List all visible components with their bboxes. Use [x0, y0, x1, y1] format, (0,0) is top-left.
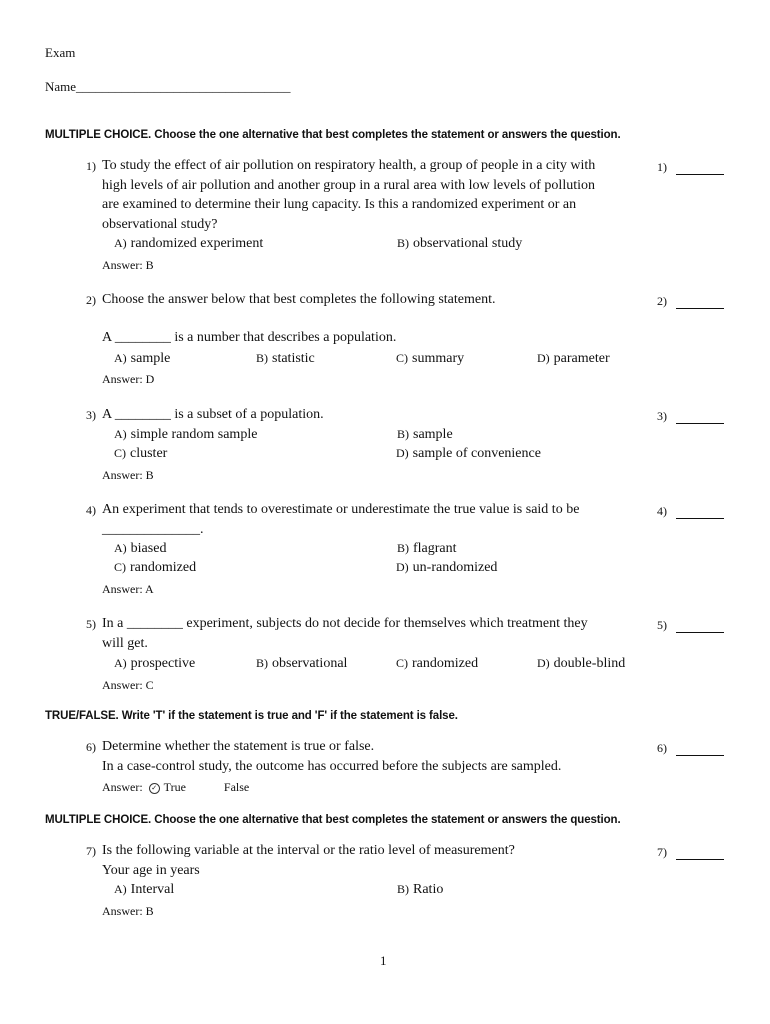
option-b: [397, 425, 453, 443]
question-line: In a ________ experiment, subjects do not decide for themselves which treatment they: [102, 616, 588, 631]
option-letter: A): [114, 351, 127, 365]
option-a: [114, 654, 195, 672]
option-text: observational study: [413, 236, 523, 251]
question-line: Determine whether the statement is true or false.: [102, 739, 375, 754]
option-text: biased: [130, 541, 167, 556]
question-line: are examined to determine their lung capacity. Is this a randomized experiment or an: [102, 197, 577, 212]
option-text: prospective: [130, 656, 196, 671]
answer-text: Answer: C: [102, 678, 154, 692]
answer-text: Answer: B: [102, 904, 154, 918]
question-line: ______________.: [102, 521, 204, 537]
answer-blank-line: [676, 632, 724, 633]
page-number: 1: [380, 953, 387, 968]
option-letter: D): [396, 560, 409, 574]
option-b: [397, 234, 522, 252]
answer-text: Answer: D: [102, 372, 155, 386]
option-letter: C): [396, 656, 408, 670]
option-text: cluster: [130, 446, 168, 461]
option-text: sample: [413, 427, 453, 442]
question-number: 7): [86, 844, 96, 858]
option-c: [114, 444, 167, 462]
option-a: [114, 539, 166, 557]
question-number: 3): [86, 408, 96, 422]
option-text: statistic: [272, 351, 315, 366]
answer-blank-line: [676, 518, 724, 519]
question-line: observational study?: [102, 216, 218, 232]
answer-text: Answer: A: [102, 582, 154, 596]
option-d: [537, 654, 625, 672]
section-heading-multiple-choice: MULTIPLE CHOICE. Choose the one alternative that best completes the statement or answers the question.: [45, 129, 621, 141]
option-letter: A): [114, 427, 127, 441]
question-7-text: [102, 841, 515, 880]
option-letter: A): [114, 882, 127, 896]
false-option: False: [223, 780, 250, 794]
option-c: [114, 558, 196, 576]
option-b: [397, 880, 443, 898]
question-line: will get.: [102, 635, 148, 651]
option-text: double-blind: [553, 656, 626, 671]
question-number: 1): [86, 159, 96, 173]
question-6-text: [102, 737, 561, 776]
option-text: observational: [272, 656, 348, 671]
option-text: simple random sample: [130, 427, 258, 442]
option-text: flagrant: [413, 541, 457, 556]
question-number: 6): [86, 740, 96, 754]
option-b: [256, 654, 347, 672]
option-letter: D): [537, 351, 550, 365]
option-letter: A): [114, 656, 127, 670]
option-letter: A): [114, 541, 127, 555]
option-text: parameter: [553, 351, 610, 366]
answer-blank-line: [676, 755, 724, 756]
answer-text: Answer: B: [102, 468, 154, 482]
answer-blank-line: [676, 423, 724, 424]
option-text: Ratio: [413, 882, 444, 897]
option-letter: B): [397, 427, 409, 441]
exam-title: Exam: [45, 45, 76, 60]
answer-blank-number: 6): [657, 741, 667, 755]
answer-text: Answer: B: [102, 258, 154, 272]
option-letter: A): [114, 236, 127, 250]
option-text: randomized: [412, 656, 479, 671]
answer-blank-number: 3): [657, 409, 667, 423]
option-text: randomized: [130, 560, 197, 575]
question-line: To study the effect of air pollution on respiratory health, a group of people in a city with: [102, 158, 596, 173]
question-line: In a case-control study, the outcome has occurred before the subjects are sampled.: [102, 758, 562, 774]
option-d: [537, 349, 610, 367]
option-letter: D): [396, 446, 409, 460]
question-number: 5): [86, 617, 96, 631]
question-3-text: A ________ is a subset of a population.: [102, 407, 324, 422]
option-c: [396, 349, 464, 367]
option-text: un-randomized: [412, 560, 498, 575]
name-field-label: Name_________________________________: [45, 79, 291, 94]
option-d: [396, 558, 497, 576]
option-letter: C): [114, 560, 126, 574]
option-text: Interval: [130, 882, 175, 897]
option-text: sample of convenience: [412, 446, 541, 461]
question-5-text: [102, 614, 588, 653]
section-heading-multiple-choice: MULTIPLE CHOICE. Choose the one alternative that best completes the statement or answers the question.: [45, 814, 621, 826]
true-option: True: [163, 780, 186, 794]
option-text: sample: [130, 351, 171, 366]
question-1-text: [102, 156, 595, 234]
option-text: randomized experiment: [130, 236, 264, 251]
answer-blank-number: 5): [657, 618, 667, 632]
question-2-statement: A ________ is a number that describes a population.: [102, 330, 397, 345]
section-heading-true-false: TRUE/FALSE. Write 'T' if the statement is true and 'F' if the statement is false.: [45, 710, 458, 722]
check-icon: ✓: [149, 783, 160, 794]
answer-blank-line: [676, 174, 724, 175]
question-line: An experiment that tends to overestimate or underestimate the true value is said to be: [102, 502, 580, 517]
question-line: high levels of air pollution and another group in a rural area with low levels of pollution: [102, 177, 595, 193]
option-a: [114, 234, 263, 252]
answer-blank-line: [676, 859, 724, 860]
option-a: [114, 425, 257, 443]
question-line: Your age in years: [102, 862, 200, 878]
answer-blank-number: 7): [657, 845, 667, 859]
answer-blank-line: [676, 308, 724, 309]
question-4-text: [102, 500, 579, 539]
answer-blank-number: 4): [657, 504, 667, 518]
option-letter: B): [256, 351, 268, 365]
true-false-answer: [102, 780, 249, 795]
option-b: [256, 349, 315, 367]
question-line: Is the following variable at the interval or the ratio level of measurement?: [102, 843, 515, 858]
option-letter: B): [397, 882, 409, 896]
option-b: [397, 539, 457, 557]
option-d: [396, 444, 541, 462]
question-number: 4): [86, 503, 96, 517]
answer-blank-number: 1): [657, 160, 667, 174]
option-letter: C): [114, 446, 126, 460]
option-a: [114, 349, 170, 367]
option-letter: B): [397, 541, 409, 555]
question-number: 2): [86, 293, 96, 307]
option-text: summary: [412, 351, 465, 366]
answer-label: Answer:: [102, 780, 143, 794]
option-c: [396, 654, 478, 672]
option-letter: B): [397, 236, 409, 250]
option-letter: B): [256, 656, 268, 670]
option-letter: D): [537, 656, 550, 670]
answer-blank-number: 2): [657, 294, 667, 308]
question-2-text: Choose the answer below that best completes the following statement.: [102, 292, 496, 307]
option-a: [114, 880, 174, 898]
option-letter: C): [396, 351, 408, 365]
